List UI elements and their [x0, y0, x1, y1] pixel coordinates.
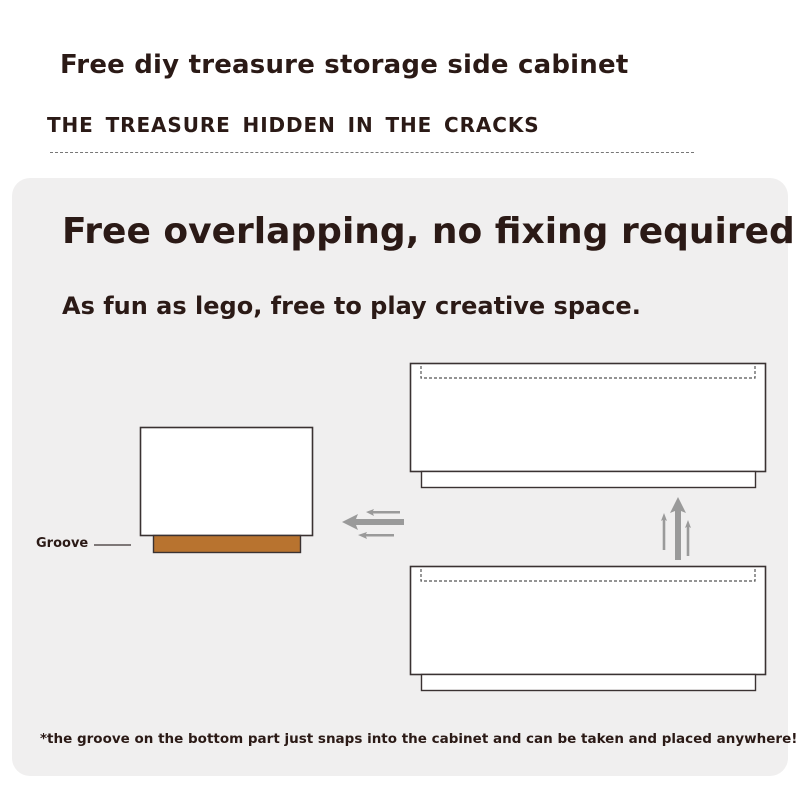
left-arrows-icon: [342, 509, 404, 539]
upper-long-cabinet: [411, 364, 766, 488]
lower-cabinet-body: [411, 567, 766, 675]
upper-cabinet-body: [411, 364, 766, 472]
page-subtitle: THE TREASURE HIDDEN IN THE CRACKS: [47, 113, 540, 137]
panel-tagline: As fun as lego, free to play creative space.: [62, 292, 641, 320]
small-cabinet: [141, 428, 313, 553]
panel-headline: Free overlapping, no fixing required: [62, 211, 795, 252]
lower-cabinet-base: [422, 675, 756, 691]
upper-cabinet-base: [422, 472, 756, 488]
small-cabinet-body: [141, 428, 313, 536]
groove-label: Groove: [36, 536, 89, 551]
groove-base: [154, 536, 301, 553]
page-title: Free diy treasure storage side cabinet: [60, 50, 629, 80]
footnote: *the groove on the bottom part just snaps into the cabinet and can be taken and placed anywhere!: [40, 731, 798, 747]
up-arrows-icon: [661, 497, 691, 560]
lower-long-cabinet: [411, 567, 766, 691]
